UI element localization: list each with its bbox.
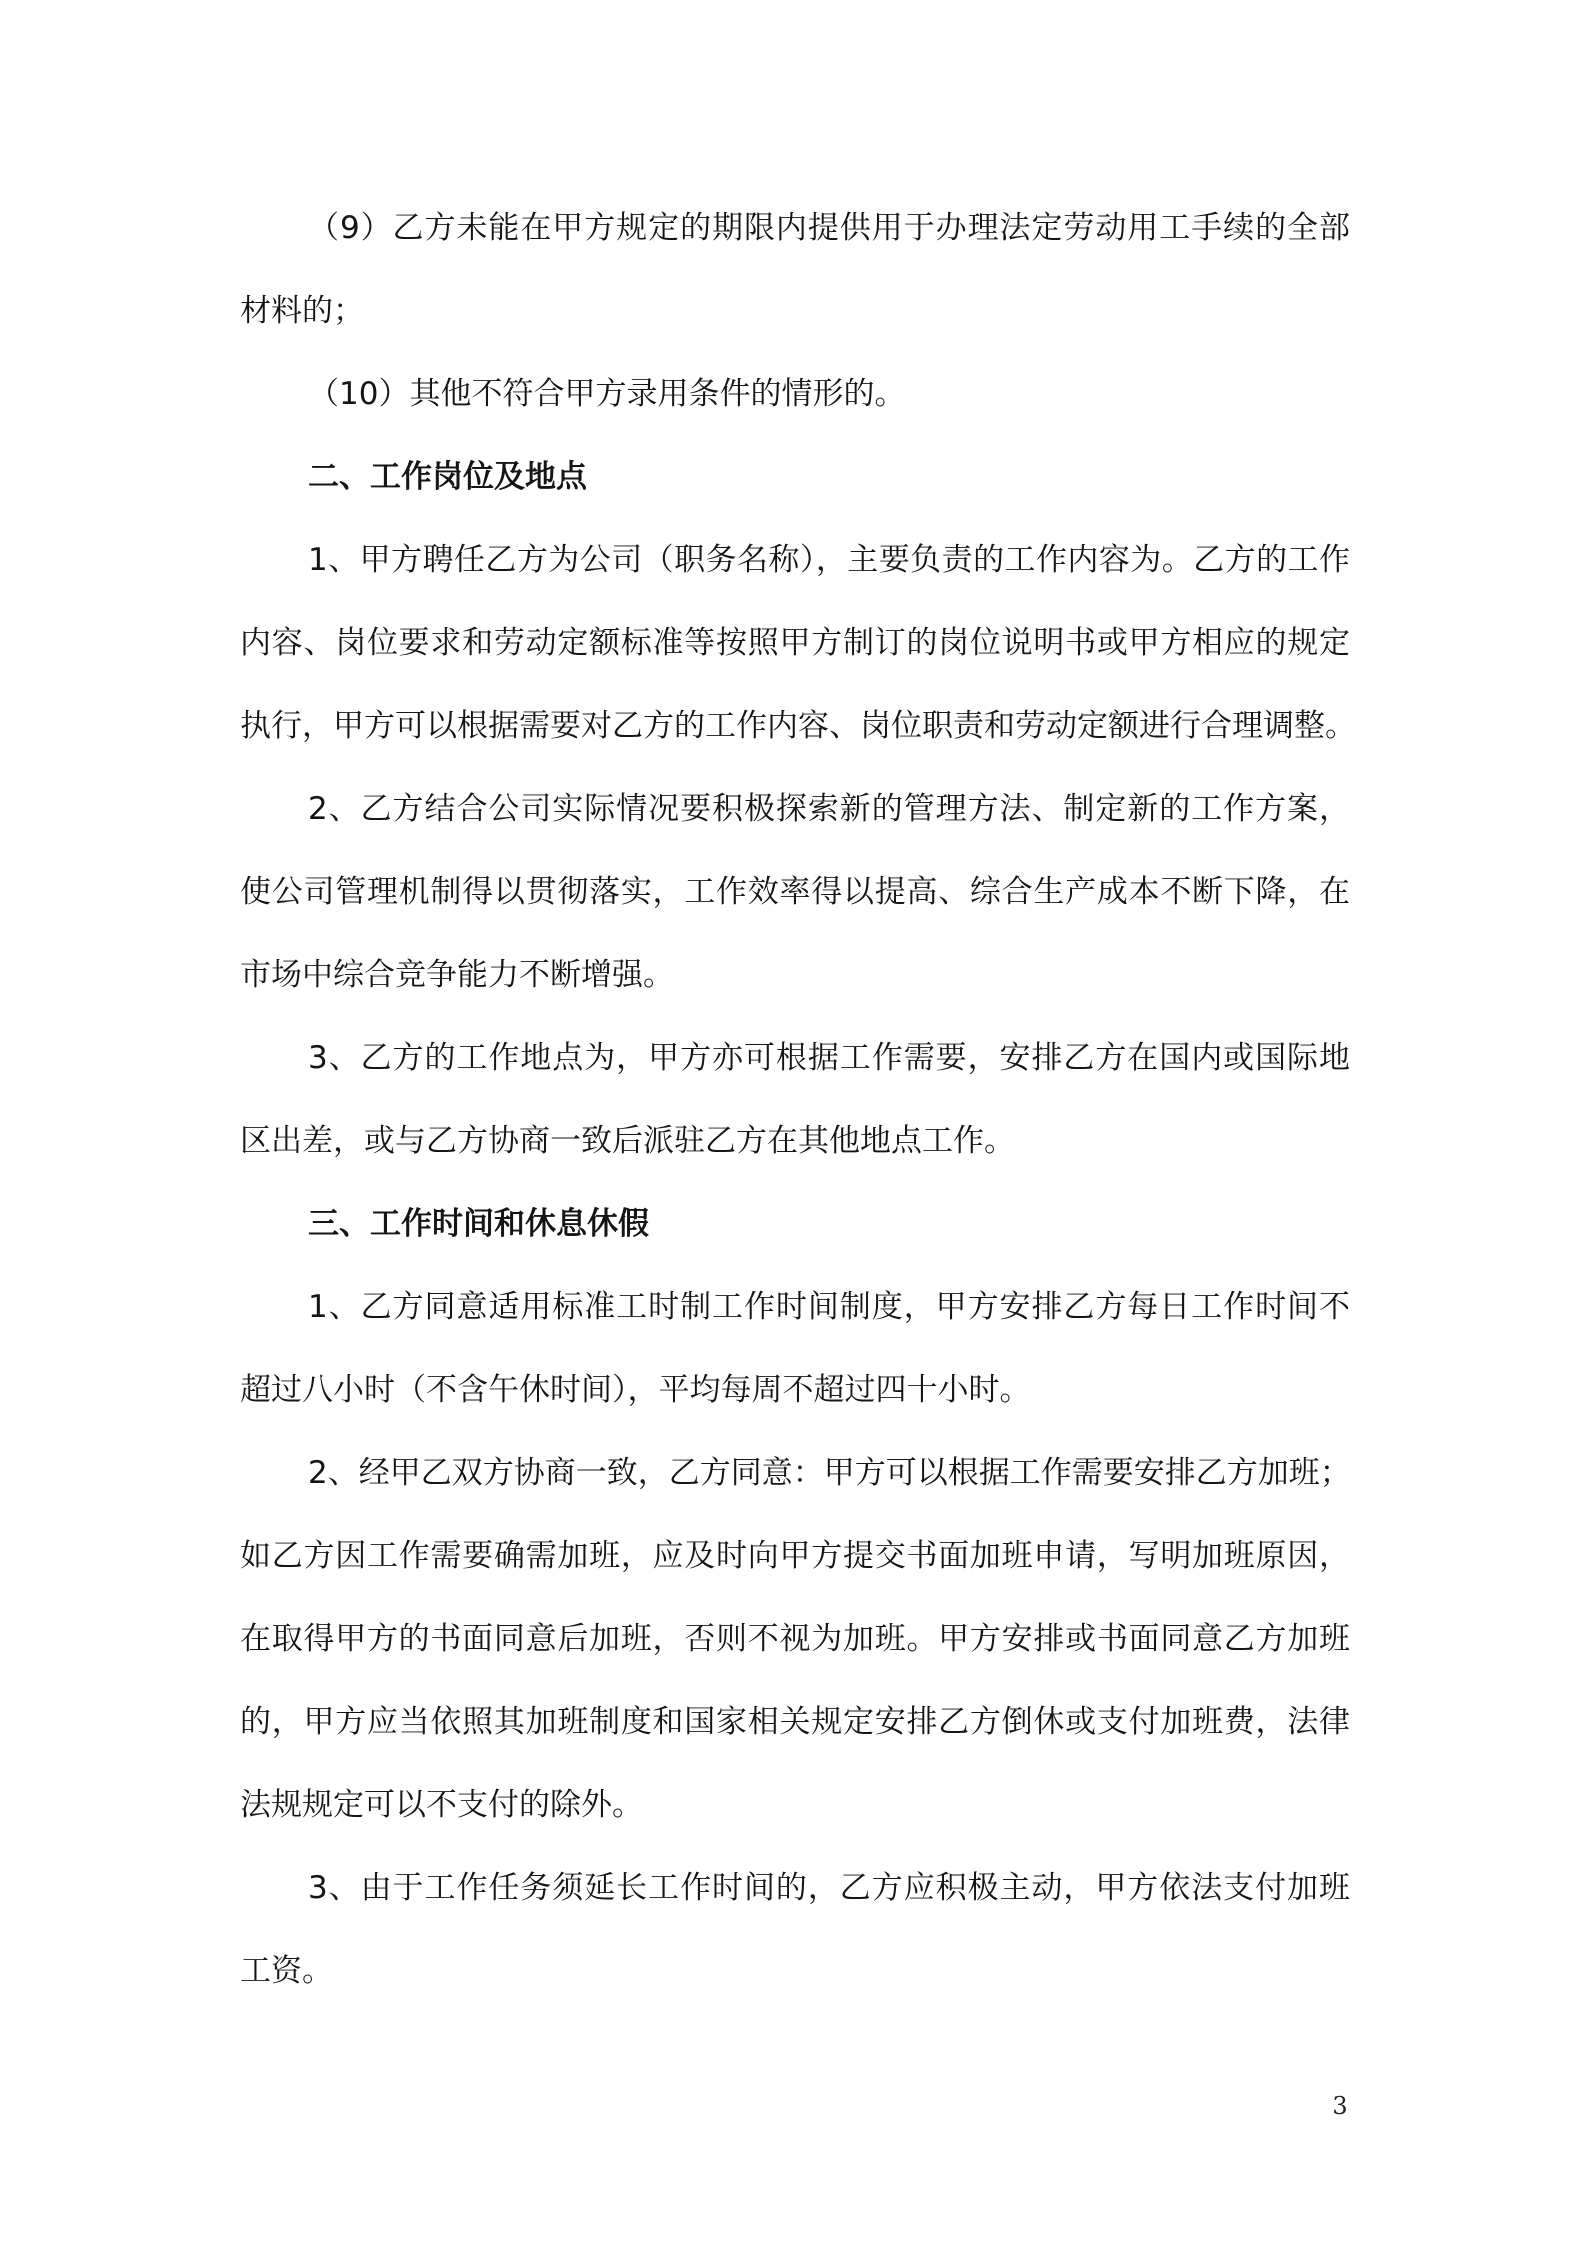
text-line-17: 如乙方因工作需要确需加班，应及时向甲方提交书面加班申请，写明加班原因，: [240, 1538, 1350, 1574]
text-line-8: 2、乙方结合公司实际情况要积极探索新的管理方法、制定新的工作方案，: [308, 791, 1350, 827]
page-number: 3: [1332, 2092, 1348, 2120]
text-line-18: 在取得甲方的书面同意后加班，否则不视为加班。甲方安排或书面同意乙方加班: [240, 1621, 1350, 1657]
text-line-19: 的，甲方应当依照其加班制度和国家相关规定安排乙方倒休或支付加班费，法律: [240, 1704, 1350, 1740]
text-line-15: 超过八小时（不含午休时间），平均每周不超过四十小时。: [240, 1372, 1031, 1408]
text-line-10: 市场中综合竞争能力不断增强。: [240, 957, 674, 993]
text-line-9: 使公司管理机制得以贯彻落实，工作效率得以提高、综合生产成本不断下降，在: [240, 874, 1350, 910]
text-line-11: 3、乙方的工作地点为，甲方亦可根据工作需要，安排乙方在国内或国际地: [308, 1040, 1350, 1076]
text-line-12: 区出差，或与乙方协商一致后派驻乙方在其他地点工作。: [240, 1123, 1015, 1159]
text-line-6: 内容、岗位要求和劳动定额标准等按照甲方制订的岗位说明书或甲方相应的规定: [240, 625, 1350, 661]
text-line-2: 材料的；: [240, 293, 364, 329]
text-line-14: 1、乙方同意适用标准工时制工作时间制度，甲方安排乙方每日工作时间不: [308, 1289, 1350, 1325]
text-line-1: （9）乙方未能在甲方规定的期限内提供用于办理法定劳动用工手续的全部: [308, 210, 1350, 246]
text-line-21: 3、由于工作任务须延长工作时间的，乙方应积极主动，甲方依法支付加班: [308, 1870, 1350, 1906]
text-line-22: 工资。: [240, 1953, 333, 1989]
section-heading-work-position: 二、工作岗位及地点: [308, 459, 587, 495]
text-line-16: 2、经甲乙双方协商一致，乙方同意：甲方可以根据工作需要安排乙方加班；: [308, 1455, 1351, 1491]
text-line-20: 法规规定可以不支付的除外。: [240, 1787, 643, 1823]
section-heading-working-hours: 三、工作时间和休息休假: [308, 1206, 649, 1242]
text-line-7: 执行，甲方可以根据需要对乙方的工作内容、岗位职责和劳动定额进行合理调整。: [240, 708, 1356, 744]
text-line-3: （10）其他不符合甲方录用条件的情形的。: [308, 376, 906, 412]
text-line-5: 1、甲方聘任乙方为公司（职务名称），主要负责的工作内容为。乙方的工作: [308, 542, 1350, 578]
